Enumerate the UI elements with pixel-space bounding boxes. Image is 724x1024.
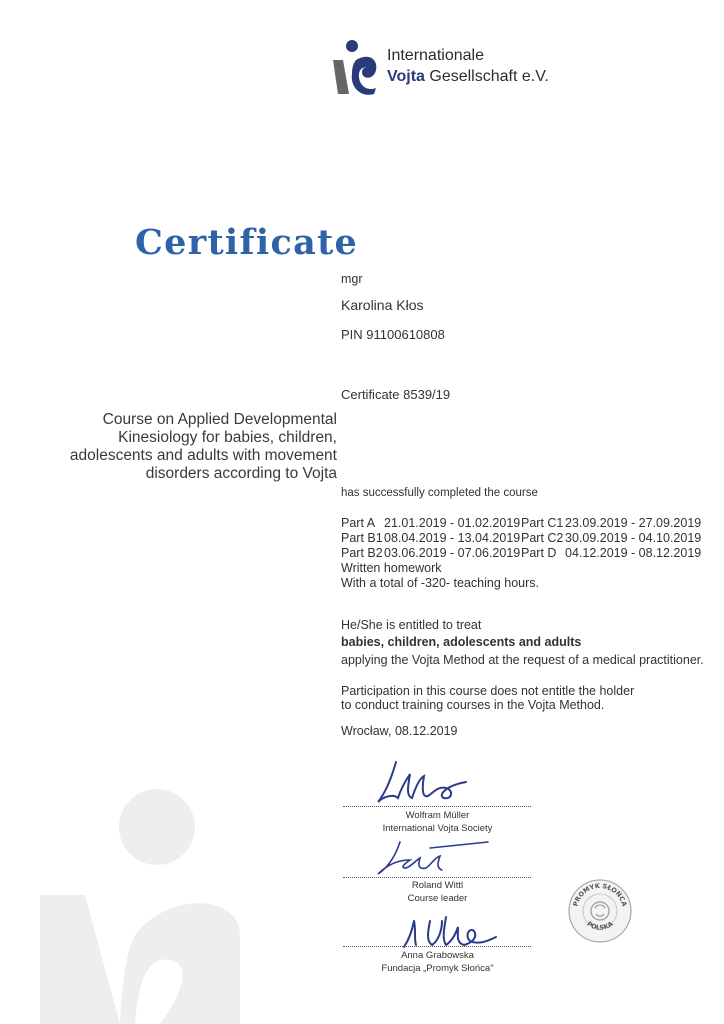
signatory-3-name: Anna Grabowska — [401, 950, 474, 961]
homework-text: Written homework — [341, 561, 442, 575]
signature-line-1 — [343, 806, 531, 807]
course-title: Course on Applied Developmental Kinesiology for babies, children, adolescents and adults with movement disorders according to Vojta — [69, 411, 337, 482]
entitled-groups: babies, children, adolescents and adults — [341, 635, 582, 649]
part-c1-dates: 23.09.2019 - 27.09.2019 — [565, 516, 702, 530]
page-title: Certificate — [135, 222, 359, 263]
part-d-label: Part D — [521, 546, 557, 560]
part-a-label: Part A — [341, 516, 376, 530]
logo-line2 — [387, 67, 549, 87]
part-b1-label: Part B1 — [341, 531, 383, 545]
disclaimer-line2: to conduct training courses in the Vojta Method. — [341, 698, 605, 712]
completed-text: has successfully completed the course — [341, 487, 538, 499]
certificate-number: Certificate 8539/19 — [341, 387, 451, 402]
signature-1 — [368, 758, 478, 808]
stamp-bottom-text: POLSKA — [585, 919, 615, 932]
part-b2-dates: 03.06.2019 - 07.06.2019 — [384, 546, 521, 560]
watermark-logo — [40, 785, 240, 1024]
signatory-1-role: International Vojta Society — [382, 823, 493, 834]
logo-line2-bold: Vojta — [387, 68, 425, 85]
entitled-method: applying the Vojta Method at the request of a medical practitioner. — [341, 653, 704, 667]
disclaimer-line1: Participation in this course does not entitle the holder — [341, 684, 635, 698]
part-b1-dates: 08.04.2019 - 13.04.2019 — [384, 531, 521, 545]
part-c1-label: Part C1 — [521, 516, 564, 530]
signatory-1-name: Wolfram Müller — [405, 810, 470, 821]
foundation-stamp — [567, 878, 633, 944]
recipient-pin: PIN 91100610808 — [341, 327, 445, 342]
logo-line1: Internationale — [387, 47, 484, 64]
recipient-degree: mgr — [341, 272, 363, 286]
signatory-2-role: Course leader — [407, 893, 468, 904]
signatory-3-role: Fundacja „Promyk Słońca" — [381, 963, 494, 974]
entitled-intro: He/She is entitled to treat — [341, 618, 482, 632]
part-a-dates: 21.01.2019 - 01.02.2019 — [384, 516, 521, 530]
part-c2-label: Part C2 — [521, 531, 564, 545]
signature-2 — [370, 838, 490, 878]
logo-line2-rest: Gesellschaft e.V. — [424, 68, 549, 85]
total-hours: With a total of -320- teaching hours. — [341, 576, 540, 590]
signature-line-3 — [343, 946, 531, 947]
place-date: Wrocław, 08.12.2019 — [341, 724, 458, 738]
part-b2-label: Part B2 — [341, 546, 383, 560]
part-c2-dates: 30.09.2019 - 04.10.2019 — [565, 531, 702, 545]
signature-line-2 — [343, 877, 531, 878]
ivg-logo-icon — [330, 40, 378, 96]
signatory-2-name: Roland Wittl — [411, 880, 464, 891]
stamp-top-text: PROMYK SŁOŃCA — [571, 881, 629, 908]
part-d-dates: 04.12.2019 - 08.12.2019 — [565, 546, 702, 560]
recipient-name: Karolina Kłos — [341, 297, 424, 313]
